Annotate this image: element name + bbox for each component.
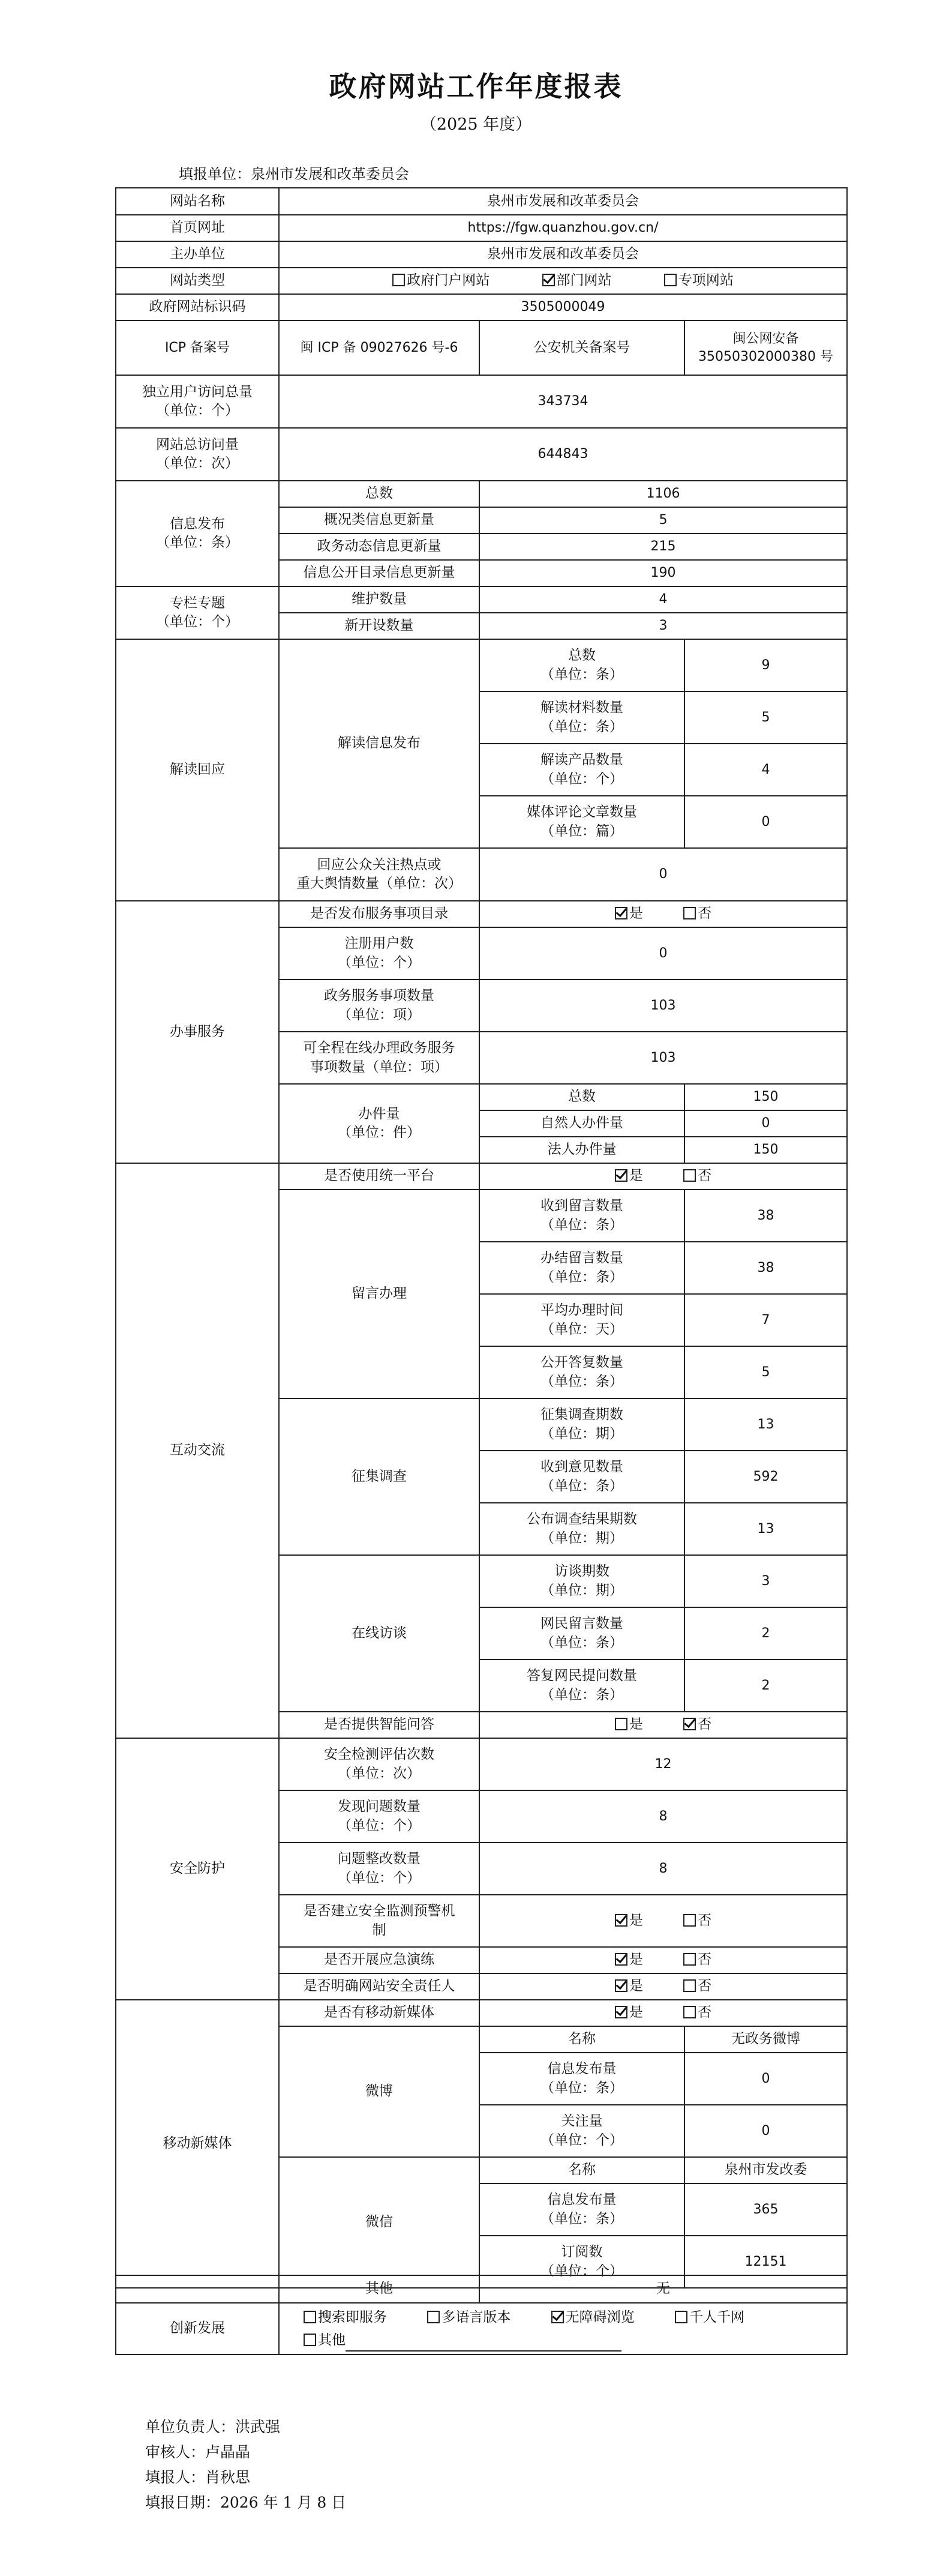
- value-respond: 0: [479, 848, 847, 901]
- label-has-mobile: 是否有移动新媒体: [279, 2000, 479, 2026]
- label-iv-ans: 答复网民提问数量 （单位：条）: [479, 1660, 684, 1712]
- value-iv-ans: 2: [684, 1660, 847, 1712]
- value-handle-total: 150: [684, 1084, 847, 1110]
- value-sec-found: 8: [479, 1790, 847, 1843]
- value-media: 0: [684, 796, 847, 848]
- value-site-name: 泉州市发展和改革委员会: [279, 188, 847, 215]
- label-sec-monitor: 是否建立安全监测预警机 制: [279, 1895, 479, 1947]
- innovation-blank: [116, 2275, 279, 2303]
- checkbox-icon[interactable]: [615, 1914, 627, 1927]
- value-materials: 5: [684, 691, 847, 744]
- label-weibo: 微博: [279, 2026, 479, 2157]
- value-uv: 343734: [279, 375, 847, 428]
- option-no: 否: [698, 1912, 712, 1928]
- label-sec-drill: 是否开展应急演练: [279, 1947, 479, 1973]
- option-no: 否: [698, 1952, 712, 1968]
- label-info-pub: 信息发布 （单位：条）: [116, 481, 279, 586]
- label-interpret-total: 总数 （单位：条）: [479, 639, 684, 691]
- value-pv: 644843: [279, 428, 847, 481]
- checkbox-icon[interactable]: [304, 2334, 316, 2346]
- checkbox-icon[interactable]: [551, 2311, 564, 2323]
- label-survey-op: 收到意见数量 （单位：条）: [479, 1451, 684, 1503]
- option-access: 无障碍浏览: [565, 2310, 635, 2325]
- label-column: 专栏专题 （单位：个）: [116, 586, 279, 639]
- option-search: 搜索即服务: [318, 2310, 387, 2325]
- value-open-catalog: 190: [479, 560, 847, 586]
- label-icp: ICP 备案号: [116, 320, 279, 375]
- label-msg-avg: 平均办理时间 （单位：天）: [479, 1294, 684, 1346]
- option-no: 否: [698, 906, 712, 922]
- label-dynamics: 政务动态信息更新量: [279, 534, 479, 560]
- label-weibo-name: 名称: [479, 2026, 684, 2053]
- label-interview: 在线访谈: [279, 1555, 479, 1712]
- label-info-total: 总数: [279, 481, 479, 507]
- innovation-table: [115, 2275, 848, 2355]
- label-iv-n: 访谈期数 （单位：期）: [479, 1555, 684, 1607]
- checkbox-icon[interactable]: [683, 1914, 696, 1927]
- report-year: （2025 年度）: [420, 115, 532, 134]
- value-wx-sub: 12151: [684, 2236, 847, 2288]
- value-natural: 0: [684, 1110, 847, 1137]
- label-sec-found: 发现问题数量 （单位：个）: [279, 1790, 479, 1843]
- option-multilang: 多语言版本: [442, 2310, 511, 2325]
- filler-person: 填报人：肖秋思: [145, 2469, 251, 2486]
- filler-unit: 填报单位：泉州市发展和改革委员会: [179, 166, 409, 182]
- label-respond: 回应公众关注热点或 重大舆情数量（单位：次）: [279, 848, 479, 901]
- checkbox-icon[interactable]: [683, 1979, 696, 1992]
- checkbox-icon[interactable]: [615, 1979, 627, 1992]
- checkbox-icon[interactable]: [683, 1169, 696, 1182]
- label-wechat: 微信: [279, 2157, 479, 2288]
- value-iv-msg: 2: [684, 1607, 847, 1660]
- checkbox-icon[interactable]: [683, 907, 696, 919]
- label-sponsor: 主办单位: [116, 241, 279, 268]
- option-yes: 是: [629, 1978, 643, 1994]
- value-dynamics: 215: [479, 534, 847, 560]
- label-products: 解读产品数量 （单位：个）: [479, 744, 684, 796]
- label-media: 媒体评论文章数量 （单位：篇）: [479, 796, 684, 848]
- checkbox-icon[interactable]: [304, 2311, 316, 2323]
- label-mobile: 移动新媒体: [116, 2000, 279, 2288]
- option-yes: 是: [629, 906, 643, 922]
- option-yes: 是: [629, 1717, 643, 1733]
- option-other: 其他: [318, 2332, 346, 2348]
- label-wb-follow: 关注量 （单位：个）: [479, 2105, 684, 2157]
- value-sec-eval: 12: [479, 1738, 847, 1790]
- label-sec-eval: 安全检测评估次数 （单位：次）: [279, 1738, 479, 1790]
- value-svc-online: 103: [479, 1032, 847, 1084]
- label-msg-public: 公开答复数量 （单位：条）: [479, 1346, 684, 1398]
- value-msg-public: 5: [684, 1346, 847, 1398]
- label-police: 公安机关备案号: [479, 320, 684, 375]
- label-site-type: 网站类型: [116, 268, 279, 294]
- yesno-svc-catalog: [479, 901, 847, 927]
- value-info-total: 1106: [479, 481, 847, 507]
- checkbox-icon[interactable]: [683, 1718, 696, 1730]
- label-svc-catalog: 是否发布服务事项目录: [279, 901, 479, 927]
- yesno-sec-resp: [479, 1973, 847, 2000]
- label-interpret-pub: 解读信息发布: [279, 639, 479, 848]
- label-msg-done: 办结留言数量 （单位：条）: [479, 1242, 684, 1294]
- value-survey-res: 13: [684, 1503, 847, 1555]
- site-type-options: [279, 268, 847, 294]
- label-sec-resp: 是否明确网站安全责任人: [279, 1973, 479, 2000]
- value-msg-done: 38: [684, 1242, 847, 1294]
- label-handle-total: 总数: [479, 1084, 684, 1110]
- checkbox-icon[interactable]: [615, 1953, 627, 1966]
- label-msg: 留言办理: [279, 1190, 479, 1398]
- label-svc-online: 可全程在线办理政务服务 事项数量（单位：项）: [279, 1032, 479, 1084]
- value-interpret-total: 9: [684, 639, 847, 691]
- yesno-unified: [479, 1163, 847, 1190]
- yesno-sec-monitor: [479, 1895, 847, 1947]
- value-site-id: 3505000049: [279, 294, 847, 320]
- value-survey-op: 592: [684, 1451, 847, 1503]
- value-msg-avg: 7: [684, 1294, 847, 1346]
- report-title: 政府网站工作年度报表: [329, 70, 623, 103]
- value-sec-fixed: 8: [479, 1843, 847, 1895]
- checkbox-icon[interactable]: [683, 1953, 696, 1966]
- label-pv: 网站总访问量 （单位：次）: [116, 428, 279, 481]
- option-special: 专项网站: [678, 272, 734, 289]
- value-iv-n: 3: [684, 1555, 847, 1607]
- label-legal: 法人办件量: [479, 1137, 684, 1163]
- innovation-options: [279, 2303, 847, 2355]
- label-survey: 征集调查: [279, 1398, 479, 1555]
- value-reg-users: 0: [479, 927, 847, 980]
- checkbox-icon[interactable]: [615, 907, 627, 919]
- option-no: 否: [698, 2005, 712, 2021]
- signatures: [145, 2415, 346, 2515]
- option-personal: 千人千网: [689, 2310, 744, 2325]
- yesno-has-mobile: [479, 2000, 847, 2026]
- label-unified: 是否使用统一平台: [279, 1163, 479, 1190]
- label-iv-msg: 网民留言数量 （单位：条）: [479, 1607, 684, 1660]
- basic-info-table: [115, 187, 848, 376]
- label-interpret: 解读回应: [116, 639, 279, 901]
- value-legal: 150: [684, 1137, 847, 1163]
- label-security: 安全防护: [116, 1738, 279, 2000]
- value-wb-pub: 0: [684, 2053, 847, 2105]
- checkbox-icon[interactable]: [615, 1718, 627, 1730]
- unit-leader: 单位负责人：洪武强: [145, 2418, 281, 2436]
- other-fill-line[interactable]: [346, 2340, 621, 2352]
- label-interact: 互动交流: [116, 1163, 279, 1738]
- option-no: 否: [698, 1168, 712, 1184]
- value-other: 无: [479, 2275, 847, 2303]
- value-msg-recv: 38: [684, 1190, 847, 1242]
- checkbox-icon[interactable]: [392, 274, 405, 286]
- value-maintain: 4: [479, 586, 847, 613]
- value-svc-items: 103: [479, 980, 847, 1032]
- label-svc-items: 政务服务事项数量 （单位：项）: [279, 980, 479, 1032]
- label-sec-fixed: 问题整改数量 （单位：个）: [279, 1843, 479, 1895]
- option-yes: 是: [629, 1912, 643, 1928]
- label-smart-qa: 是否提供智能问答: [279, 1712, 479, 1738]
- value-wb-follow: 0: [684, 2105, 847, 2157]
- checkbox-icon[interactable]: [427, 2311, 440, 2323]
- yesno-sec-drill: [479, 1947, 847, 1973]
- label-other: 其他: [279, 2275, 479, 2303]
- yesno-smart-qa: [479, 1712, 847, 1738]
- label-wb-pub: 信息发布量 （单位：条）: [479, 2053, 684, 2105]
- checkbox-icon[interactable]: [615, 1169, 627, 1182]
- label-maintain: 维护数量: [279, 586, 479, 613]
- label-wx-pub: 信息发布量 （单位：条）: [479, 2183, 684, 2236]
- checkbox-icon[interactable]: [615, 2006, 627, 2018]
- option-no: 否: [698, 1717, 712, 1733]
- label-service: 办事服务: [116, 901, 279, 1163]
- label-uv: 独立用户访问总量 （单位：个）: [116, 375, 279, 428]
- label-innovation: 创新发展: [116, 2303, 279, 2355]
- option-yes: 是: [629, 1952, 643, 1968]
- option-no: 否: [698, 1978, 712, 1994]
- label-natural: 自然人办件量: [479, 1110, 684, 1137]
- value-survey-n: 13: [684, 1398, 847, 1451]
- value-police: 闽公网安备 35050302000380 号: [684, 320, 847, 375]
- label-survey-n: 征集调查期数 （单位：期）: [479, 1398, 684, 1451]
- value-icp: 闽 ICP 备 09027626 号-6: [279, 320, 479, 375]
- value-sponsor: 泉州市发展和改革委员会: [279, 241, 847, 268]
- value-weibo-name: 无政务微博: [684, 2026, 847, 2053]
- label-survey-res: 公布调查结果期数 （单位：期）: [479, 1503, 684, 1555]
- label-open-catalog: 信息公开目录信息更新量: [279, 560, 479, 586]
- option-yes: 是: [629, 1168, 643, 1184]
- option-yes: 是: [629, 2005, 643, 2021]
- reviewer: 审核人：卢晶晶: [145, 2443, 251, 2461]
- value-overview: 5: [479, 507, 847, 534]
- label-overview: 概况类信息更新量: [279, 507, 479, 534]
- value-products: 4: [684, 744, 847, 796]
- label-materials: 解读材料数量 （单位：条）: [479, 691, 684, 744]
- label-home-url: 首页网址: [116, 215, 279, 241]
- label-msg-recv: 收到留言数量 （单位：条）: [479, 1190, 684, 1242]
- label-site-id: 政府网站标识码: [116, 294, 279, 320]
- value-wechat-name: 泉州市发改委: [684, 2157, 847, 2183]
- option-portal: 政府门户网站: [407, 272, 490, 289]
- label-handle: 办件量 （单位：件）: [279, 1084, 479, 1163]
- value-wx-pub: 365: [684, 2183, 847, 2236]
- checkbox-icon[interactable]: [664, 274, 677, 286]
- fill-date: 填报日期：2026 年 1 月 8 日: [145, 2494, 347, 2511]
- option-dept: 部门网站: [556, 272, 612, 289]
- label-site-name: 网站名称: [116, 188, 279, 215]
- checkbox-icon[interactable]: [675, 2311, 687, 2323]
- main-table: [115, 375, 848, 2289]
- label-wechat-name: 名称: [479, 2157, 684, 2183]
- label-reg-users: 注册用户数 （单位：个）: [279, 927, 479, 980]
- label-wx-sub: 订阅数 （单位：个）: [479, 2236, 684, 2288]
- label-new-open: 新开设数量: [279, 613, 479, 639]
- checkbox-icon[interactable]: [683, 2006, 696, 2018]
- value-new-open: 3: [479, 613, 847, 639]
- value-home-url: https://fgw.quanzhou.gov.cn/: [279, 215, 847, 241]
- checkbox-icon[interactable]: [542, 274, 555, 286]
